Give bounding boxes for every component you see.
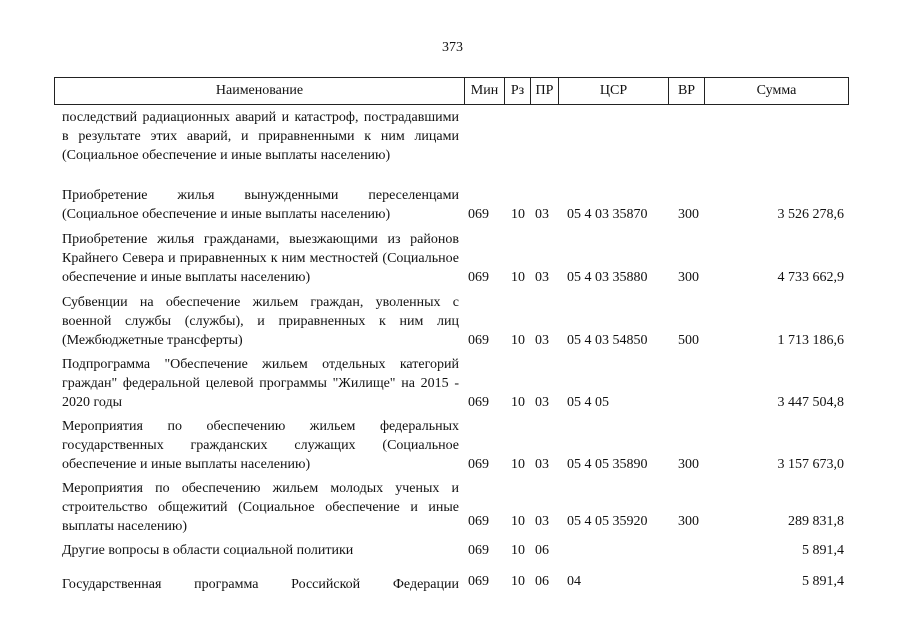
row-min: 069 — [468, 395, 489, 410]
table-row — [54, 355, 849, 412]
row-rz: 10 — [511, 543, 525, 558]
page-number: 373 — [442, 40, 463, 55]
row-rz: 10 — [511, 395, 525, 410]
row-min: 069 — [468, 514, 489, 529]
row-vr: 300 — [678, 514, 699, 529]
row-sum: 3 526 278,6 — [777, 207, 844, 222]
row-sum: 3 157 673,0 — [777, 457, 844, 472]
row-pr: 03 — [535, 457, 549, 472]
header-pr: ПР — [531, 78, 559, 104]
row-rz: 10 — [511, 457, 525, 472]
row-csr: 05 4 05 — [567, 395, 609, 410]
header-rz: Рз — [505, 78, 531, 104]
row-vr: 500 — [678, 333, 699, 348]
table-row — [54, 479, 849, 534]
row-pr: 03 — [535, 333, 549, 348]
header-min: Мин — [465, 78, 505, 104]
row-name: Приобретение жилья вынужденными переселенцами (Социальное обеспечение и иные выплаты населению) — [62, 188, 459, 222]
row-name: Другие вопросы в области социальной политики — [62, 543, 354, 558]
header-sum: Сумма — [756, 83, 797, 98]
row-name: Мероприятия по обеспечению жильем молодых ученых и строительство общежитий (Социальное обеспечение и иные выплаты населению) — [62, 481, 459, 534]
row-pr: 03 — [535, 270, 549, 285]
row-sum: 4 733 662,9 — [777, 270, 844, 285]
row-vr: 300 — [678, 207, 699, 222]
row-pr: 06 — [535, 543, 549, 558]
row-pr: 03 — [535, 395, 549, 410]
row-csr: 05 4 03 35880 — [567, 270, 648, 285]
row-sum: 289 831,8 — [788, 514, 844, 529]
row-sum: 1 713 186,6 — [777, 333, 844, 348]
table-row — [54, 417, 849, 474]
header-csr: ЦСР — [559, 78, 669, 104]
row-min: 069 — [468, 543, 489, 558]
header-name: Наименование — [55, 78, 465, 104]
row-rz: 10 — [511, 333, 525, 348]
row-name: Приобретение жилья гражданами, выезжающими из районов Крайнего Севера и приравненных к ним местностей (Социальное обеспечение и иные выплаты населению) — [62, 232, 459, 285]
row-name: Государственная программа Российской Федерации — [62, 577, 459, 592]
row-rz: 10 — [511, 207, 525, 222]
table-row — [54, 186, 849, 224]
table-row — [54, 108, 849, 184]
row-vr: 300 — [678, 270, 699, 285]
row-sum: 5 891,4 — [802, 543, 844, 558]
row-vr: 300 — [678, 457, 699, 472]
row-csr: 05 4 03 35870 — [567, 207, 648, 222]
row-name: Подпрограмма "Обеспечение жильем отдельных категорий граждан" федеральной целевой программы "Жилище" на 2015 - 2020 годы — [62, 357, 459, 410]
row-name: Мероприятия по обеспечению жильем федеральных государственных гражданских служащих (Социальное обеспечение и иные выплаты населению) — [62, 419, 459, 472]
row-rz: 10 — [511, 270, 525, 285]
row-name: Субвенции на обеспечение жильем граждан, уволенных с военной службы (службы), и приравненных к ним лиц (Межбюджетные трансферты) — [62, 295, 459, 348]
row-csr: 04 — [567, 574, 581, 589]
row-pr: 03 — [535, 207, 549, 222]
row-min: 069 — [468, 333, 489, 348]
row-csr: 05 4 05 35920 — [567, 514, 648, 529]
table-row — [54, 541, 849, 560]
row-csr: 05 4 05 35890 — [567, 457, 648, 472]
row-sum: 5 891,4 — [802, 574, 844, 589]
row-rz: 10 — [511, 514, 525, 529]
row-name: последствий радиационных аварий и катастроф, пострадавшими в результате этих аварий, и приравненными к ним лицами (Социальное обеспечение и иные выплаты населению) — [62, 110, 459, 163]
row-pr: 06 — [535, 574, 549, 589]
row-rz: 10 — [511, 574, 525, 589]
row-min: 069 — [468, 574, 489, 589]
row-min: 069 — [468, 270, 489, 285]
row-csr: 05 4 03 54850 — [567, 333, 648, 348]
row-sum: 3 447 504,8 — [777, 395, 844, 410]
row-pr: 03 — [535, 514, 549, 529]
table-header — [54, 77, 849, 105]
row-min: 069 — [468, 207, 489, 222]
header-vr: ВР — [669, 78, 705, 104]
row-min: 069 — [468, 457, 489, 472]
table-row — [54, 230, 849, 287]
table-row — [54, 293, 849, 350]
table-row — [54, 572, 849, 594]
